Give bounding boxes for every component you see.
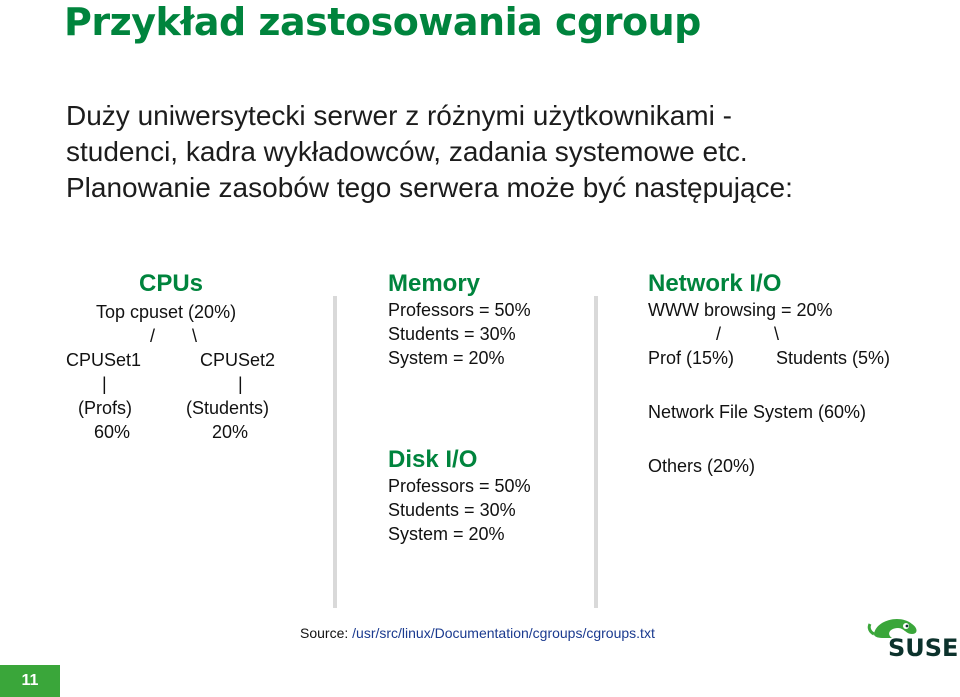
cpuset2-percent: 20%: [212, 422, 249, 442]
network-nfs: Network File System (60%): [648, 402, 867, 422]
memory-column: [388, 270, 608, 370]
network-others: Others (20%): [648, 456, 756, 476]
tree-bar-left: |: [102, 374, 107, 394]
disk-line-2: Students = 30%: [388, 500, 516, 520]
top-cpuset: Top cpuset (20%): [96, 302, 237, 322]
network-slash-right: \: [774, 324, 780, 344]
tree-slash-left: /: [150, 326, 156, 346]
tree-bar-right: |: [238, 374, 243, 394]
cpus-heading: CPUs: [139, 270, 204, 297]
intro-line-3: Planowanie zasobów tego serwera może być następujące:: [66, 172, 793, 203]
column-divider-left: [333, 296, 337, 608]
network-io-column: [648, 270, 948, 478]
source-note: [300, 625, 655, 641]
intro-text: [66, 98, 926, 206]
network-students: Students (5%): [776, 348, 891, 368]
intro-line-1: Duży uniwersytecki serwer z różnymi użytkownikami -: [66, 100, 732, 131]
source-label: Source:: [300, 625, 349, 641]
disk-io-column: [388, 446, 608, 546]
disk-io-heading: Disk I/O: [388, 446, 478, 473]
network-slash-left: /: [716, 324, 722, 344]
memory-line-1: Professors = 50%: [388, 300, 531, 320]
source-path-link[interactable]: /usr/src/linux/Documentation/cgroups/cgroups.txt: [352, 625, 655, 641]
cpuset1-percent: 60%: [94, 422, 131, 442]
cpuset1-label: CPUSet1: [66, 350, 142, 370]
tree-slash-right: \: [192, 326, 198, 346]
cpuset2-group: (Students): [186, 398, 270, 418]
memory-heading: Memory: [388, 270, 481, 297]
suse-logo-text: SUSE: [888, 634, 959, 662]
intro-line-2: studenci, kadra wykładowców, zadania systemowe etc.: [66, 136, 748, 167]
cpuset1-group: (Profs): [78, 398, 132, 418]
slide-number: 11: [0, 665, 60, 697]
network-prof: Prof (15%): [648, 348, 735, 368]
network-io-heading: Network I/O: [648, 270, 782, 297]
disk-line-3: System = 20%: [388, 524, 505, 544]
cpuset2-label: CPUSet2: [200, 350, 276, 370]
disk-line-1: Professors = 50%: [388, 476, 531, 496]
cpuset-tree: [64, 300, 314, 444]
slide-title: Przykład zastosowania cgroup: [64, 0, 701, 44]
memory-line-2: Students = 30%: [388, 324, 516, 344]
network-www: WWW browsing = 20%: [648, 300, 833, 320]
memory-line-3: System = 20%: [388, 348, 505, 368]
